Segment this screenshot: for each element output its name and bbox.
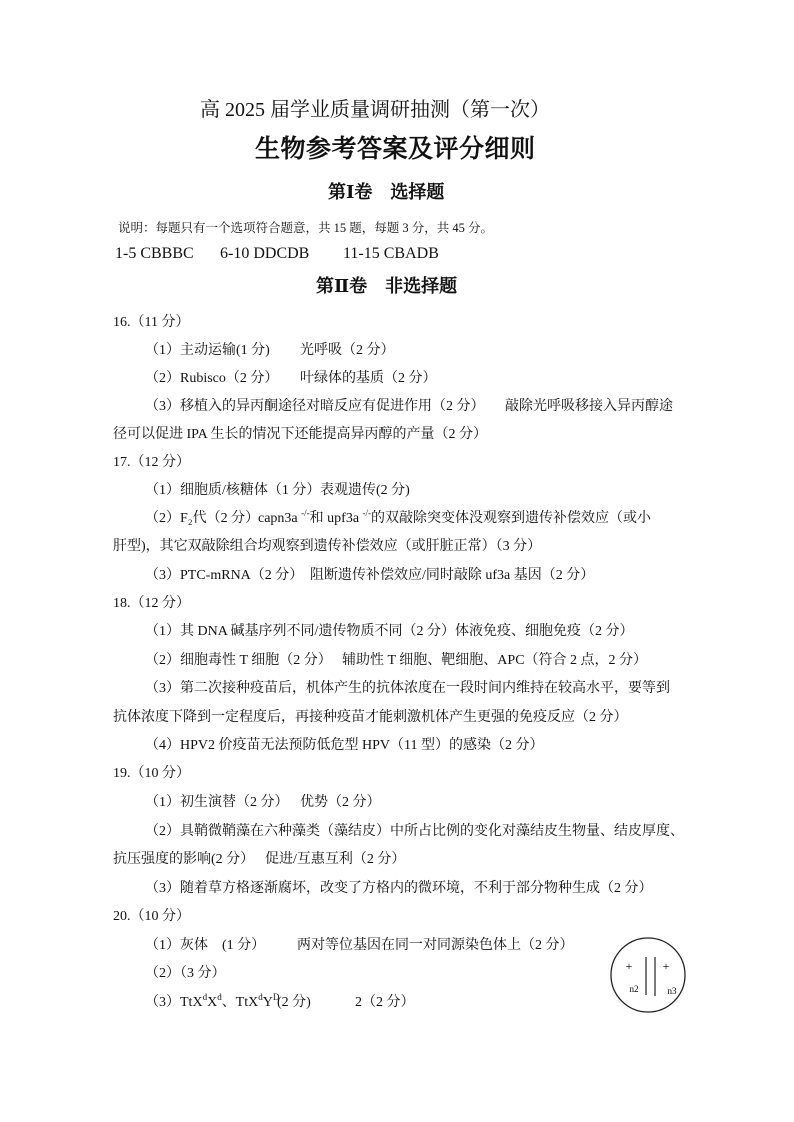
allele-superscript: d [202,992,208,1002]
q18-heading: 18.（12 分） [113,596,190,611]
q19-answer-2a: （2）具鞘微鞘藻在六种藻类（藻结皮）中所占比例的变化对藻结皮生物量、结皮厚度、 [145,824,684,839]
gene-upf3a: 和 upf3a [309,511,363,526]
chromosome-diagram [605,933,691,1019]
gene-capn3a: capn3a [258,511,302,526]
q17-answer-1a: （1）细胞质/核糖体（1 分） [145,483,321,498]
left-plus-sign: + [625,959,633,973]
genotype-superscript: -/- [362,508,372,518]
q16-answer-2b: 叶绿体的基质（2 分） [300,371,437,386]
q17-answer-3b: 阻断遗传补偿效应/同时敲除 uf3a 基因（2 分） [310,568,595,583]
q17-answer-3a: （3）PTC-mRNA（2 分） [145,568,304,583]
q18-answer-1b: 体液免疫、细胞免疫（2 分） [455,624,634,639]
part1-heading: 第Ⅰ卷 选择题 [328,182,445,202]
q18-answer-3b: 抗体浓度下降到一定程度后，再接种疫苗才能刺激机体产生更强的免疫反应（2 分） [113,710,628,725]
q16-answer-3a: （3）移植入的异丙酮途径对暗反应有促进作用（2 分） [145,399,485,414]
part1-note: 说明：每题只有一个选项符合题意，共 15 题，每题 3 分，共 45 分。 [118,221,494,235]
cell-outline [611,938,685,1012]
exam-title: 高 2025 届学业质量调研抽测（第一次） [200,99,550,121]
q17-answer-2-text: 的双敲除突变体没观察到遗传补偿效应（或小 [371,511,652,526]
document-title: 生物参考答案及评分细则 [255,136,536,163]
allele-superscript: d [217,992,222,1002]
gene-label-n3: n3 [667,986,677,996]
q20-answer-2: （2）（3 分） [145,966,226,981]
q19-answer-1a: （1）初生演替（2 分） [145,795,289,810]
q20-answer-1b: 两对等位基因在同一对同源染色体上（2 分） [297,938,574,953]
genotype-text: X [207,995,218,1010]
gene-label-n2: n2 [629,984,639,994]
q19-answer-1b: 优势（2 分） [300,795,381,810]
q17-answer-2c: 肝型)，其它双敲除组合均观察到遗传补偿效应（或肝脏正常）（3 分） [113,539,542,554]
q18-answer-3a: （3）第二次接种疫苗后，机体产生的抗体浓度在一段时间内维持在较高水平，要等到 [145,681,670,696]
genotype-text: （3）TtX [145,995,203,1010]
q19-answer-2b: 抗压强度的影响(2 分） [113,852,255,867]
q19-answer-2c: 促进/互惠互利（2 分） [265,852,406,867]
right-plus-sign: + [662,959,670,973]
q17-answer-2b [258,509,651,529]
q16-answer-2a: （2）Rubisco（2 分） [145,371,279,386]
answers-1-5: 1-5 CBBBC [115,245,194,262]
q20-answer-3b: (2 分) [277,995,311,1010]
q16-heading: 16.（11 分） [113,315,190,330]
genotype-text: 、TtX [221,995,259,1010]
q19-answer-3: （3）随着草方格逐渐腐坏，改变了方格内的微环境，不利于部分物种生成（2 分） [145,881,653,896]
q19-heading: 19.（10 分） [113,766,190,781]
genotype-text: Y [262,995,273,1010]
q16-answer-1b: 光呼吸（2 分） [300,343,395,358]
q16-answer-3c: 径可以促进 IPA 生长的情况下还能提高异丙醇的产量（2 分） [113,427,487,442]
q16-answer-1a: （1）主动运输(1 分) [145,343,270,358]
q20-heading: 20.（10 分） [113,909,190,924]
q20-answer-1a: （1）灰体 (1 分） [145,938,266,953]
q17-answer-2a: （2）F₂代（2 分） [145,511,260,526]
answers-6-10: 6-10 DDCDB [220,245,310,262]
genotype-superscript: -/- [301,508,310,518]
q17-heading: 17.（12 分） [113,455,190,470]
q18-answer-2a: （2）细胞毒性 T 细胞（2 分） [145,653,332,668]
q17-answer-1b: 表观遗传(2 分) [320,483,410,498]
answers-11-15: 11-15 CBADB [343,245,439,262]
q16-answer-3b: 敲除光呼吸移接入异丙醇途 [505,399,673,414]
q18-answer-1a: （1）其 DNA 碱基序列不同/遗传物质不同（2 分） [145,624,455,639]
part2-heading: 第Ⅱ卷 非选择题 [316,276,458,296]
q18-answer-2b: 辅助性 T 细胞、靶细胞、APC（符合 2 点，2 分） [342,653,648,668]
allele-superscript: D [272,992,280,1002]
q18-answer-4: （4）HPV2 价疫苗无法预防低危型 HPV（11 型）的感染（2 分） [145,738,544,753]
allele-superscript: d [258,992,263,1002]
q20-answer-3c: 2（2 分） [355,995,415,1010]
q20-answer-3a [145,993,279,1013]
